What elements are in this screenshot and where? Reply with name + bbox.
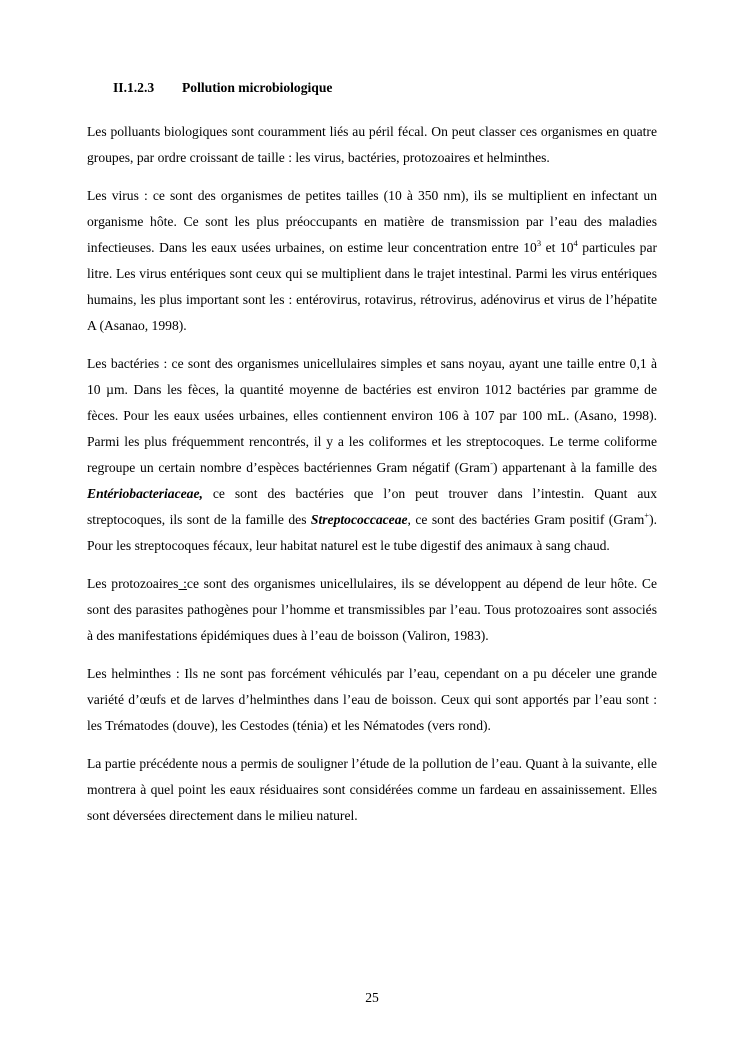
paragraph-bacteries: Les bactéries : ce sont des organismes unicellulaires simples et sans noyau, ayant une taille entre 0,1 à 10 µm. Dans les fèces, la quantité moyenne de bactéries est environ 1012 bactéries par gramme de fèces. Pour les eaux usées urbaines, elles contiennent environ 106 à 107 par 100 mL. (Asano, 1998). Parmi les plus fréquemment rencontrés, il y a les coliformes et les streptocoques. Le terme coliforme regroupe un certain nombre d’espèces bactériennes Gram négatif (Gram-) appartenant à la famille des Entériobacteriaceae, ce sont des bactéries que l’on peut trouver dans l’intestin. Quant aux streptocoques, ils sont de la famille des Streptococcaceae, ce sont des bactéries Gram positif (Gram+). Pour les streptocoques fécaux, leur habitat naturel est le tube digestif des animaux à sang chaud. bbox=[87, 356, 657, 553]
family-name-enteriobacteriaceae: Entériobacteriaceae, bbox=[87, 486, 203, 501]
section-number: II.1.2.3 bbox=[113, 80, 155, 95]
page-number: 25 bbox=[365, 990, 379, 1005]
section-heading bbox=[113, 80, 332, 96]
paragraph-protozoaires: Les protozoaires :ce sont des organismes unicellulaires, ils se développent au dépend de leur hôte. Ce sont des parasites pathogènes pour l’homme et transmissibles par l’eau. Tous protozoaires sont associés à des manifestations épidémiques dues à l’eau de boisson (Valiron, 1983). bbox=[87, 576, 657, 643]
family-name-streptococcaceae: Streptococcaceae bbox=[310, 512, 408, 527]
paragraph-virus: Les virus : ce sont des organismes de petites tailles (10 à 350 nm), ils se multiplient en infectant un organisme hôte. Ce sont les plus préoccupants en matière de transmission par l’eau des maladies infectieuses. Dans les eaux usées urbaines, on estime leur concentration entre $10^3$ et $10^4$ particules par litre. Les virus entériques sont ceux qui se multiplient dans le trajet intestinal. Parmi les virus entériques humains, les plus important sont les : entérovirus, rotavirus, rétrovirus, adénovirus et virus de l’hépatite A (Asanao, 1998). bbox=[87, 188, 658, 333]
paragraph-intro: Les polluants biologiques sont couramment liés au péril fécal. On peut classer ces organismes en quatre groupes, par ordre croissant de taille : les virus, bactéries, protozoaires et helminthes. bbox=[87, 124, 657, 165]
paragraph-conclusion: La partie précédente nous a permis de souligner l’étude de la pollution de l’eau. Quant à la suivante, elle montrera à quel point les eaux résiduaires sont considérées comme un fardeau en assainissement. Elles sont déversées directement dans le milieu naturel. bbox=[87, 756, 657, 823]
document-body bbox=[87, 119, 657, 841]
section-title: Pollution microbiologique bbox=[182, 80, 333, 95]
paragraph-helminthes: Les helminthes : Ils ne sont pas forcément véhiculés par l’eau, cependant on a pu déceler une grande variété d’œufs et de larves d’helminthes dans l’eau de boisson. Ceux qui sont apportés par l’eau sont : les Trématodes (douve), les Cestodes (ténia) et les Nématodes (vers rond). bbox=[87, 666, 657, 733]
